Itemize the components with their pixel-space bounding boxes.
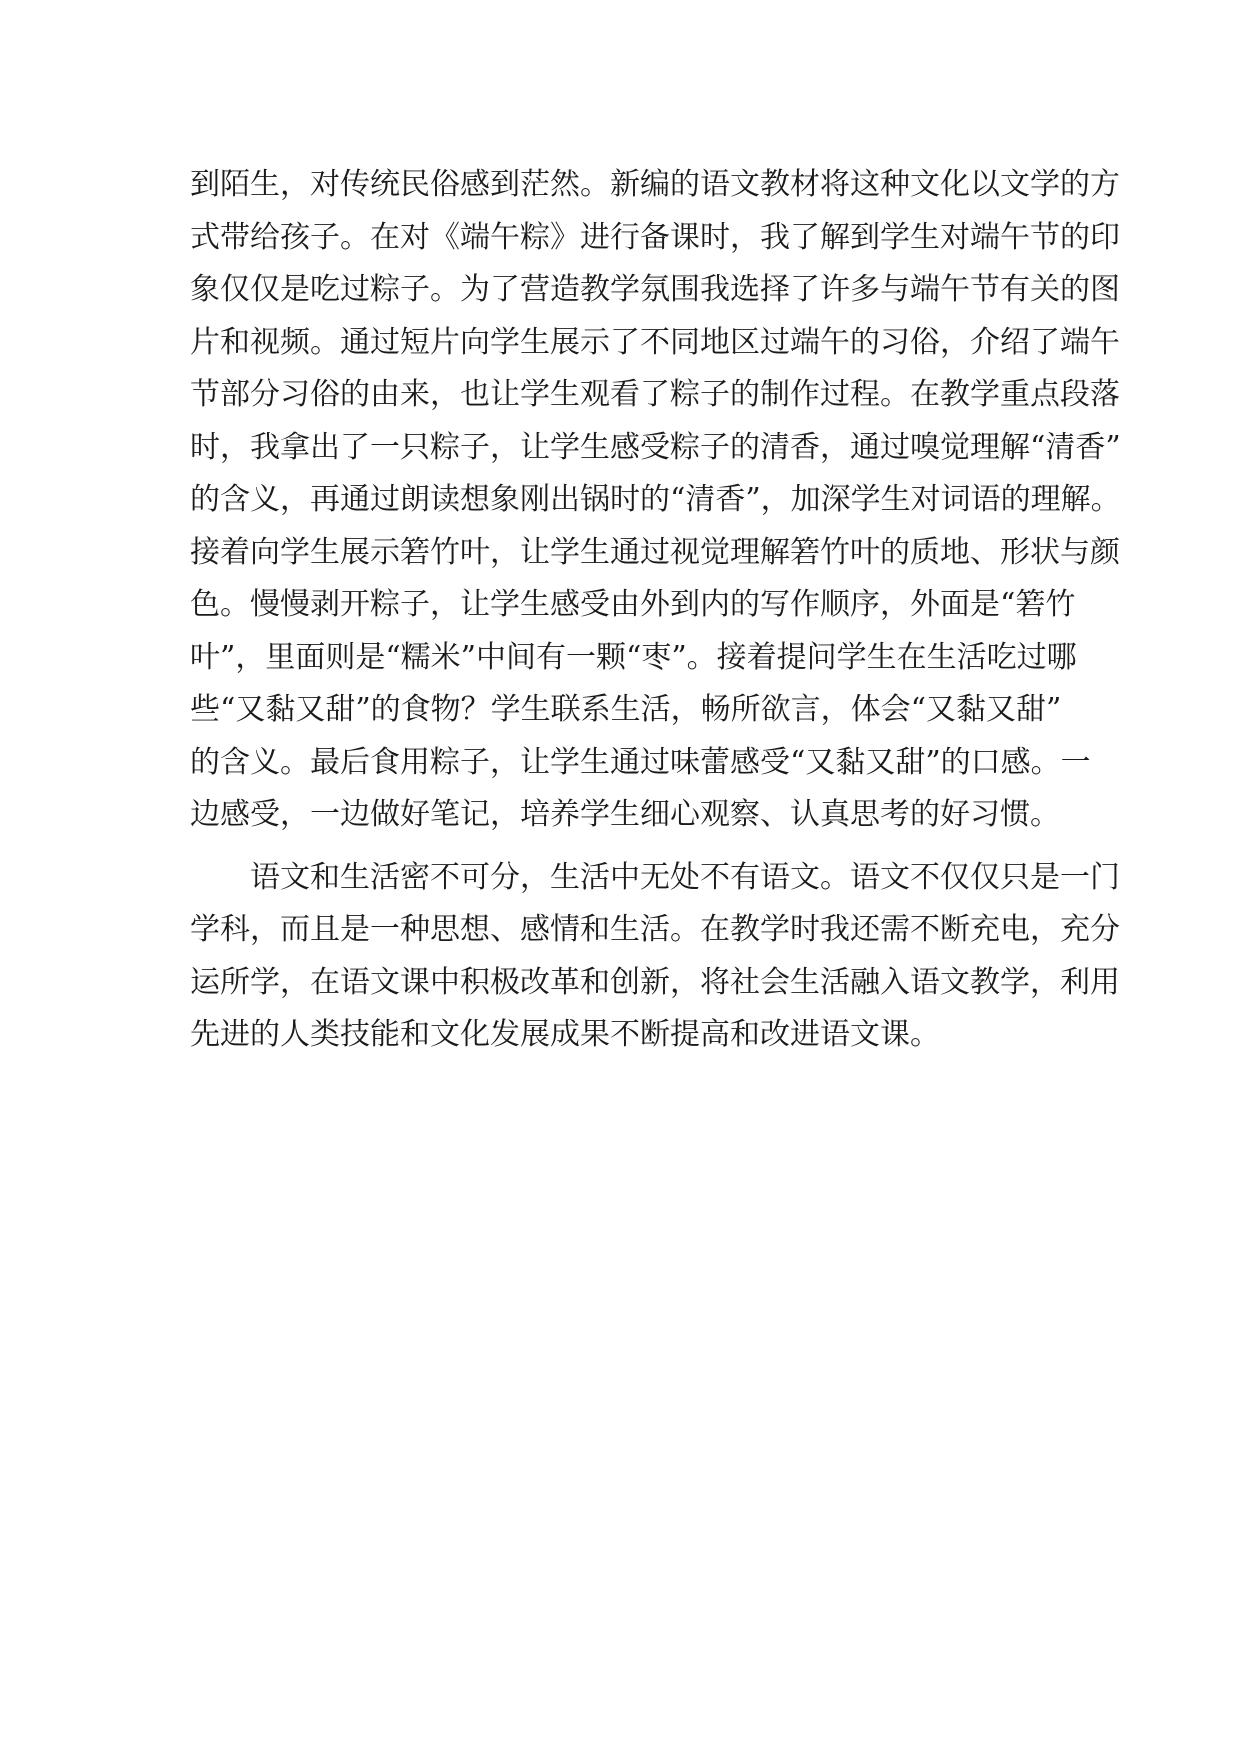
text-line: 些“又黏又甜”的食物？学生联系生活，畅所欲言，体会“又黏又甜” (190, 692, 1062, 727)
text-line: 语文和生活密不可分，生活中无处不有语文。语文不仅仅只是一门 (250, 859, 1120, 895)
paragraph-spacer (190, 842, 1080, 852)
text-line: 到陌生，对传统民俗感到茫然。新编的语文教材将这种文化以文学的方 (190, 167, 1120, 202)
text-line: 时，我拿出了一只粽子，让学生感受粽子的清香，通过嗅觉理解“清香” (190, 429, 1121, 465)
text-line: 式带给孩子。在对《端午粽》进行备课时，我了解到学生对端午节的印 (190, 219, 1120, 255)
paragraph-1 (190, 159, 1121, 842)
text-line: 叶”，里面则是“糯米”中间有一颗“枣”。接着提问学生在生活吃过哪 (190, 639, 1077, 675)
text-line: 的含义，再通过朗读想象刚出锅时的“清香”，加深学生对词语的理解。 (190, 482, 1121, 517)
text-line: 运所学，在语文课中积极改革和创新，将社会生活融入语文教学，利用 (190, 964, 1120, 1000)
text-line: 片和视频。通过短片向学生展示了不同地区过端午的习俗，介绍了端午 (190, 324, 1120, 360)
text-line: 学科，而且是一种思想、感情和生活。在教学时我还需不断充电，充分 (190, 912, 1120, 947)
text-line: 色。慢慢剥开粽子，让学生感受由外到内的写作顺序，外面是“箬竹 (190, 587, 1076, 622)
paragraph-2 (190, 852, 1120, 1062)
document-body (190, 159, 1121, 1062)
text-line: 先进的人类技能和文化发展成果不断提高和改进语文课。 (190, 1017, 940, 1052)
text-line: 的含义。最后食用粽子，让学生通过味蕾感受“又黏又甜”的口感。一 (190, 744, 1091, 780)
text-line: 节部分习俗的由来，也让学生观看了粽子的制作过程。在教学重点段落 (190, 377, 1120, 412)
text-line: 边感受，一边做好笔记，培养学生细心观察、认真思考的好习惯。 (190, 797, 1060, 832)
text-line: 象仅仅是吃过粽子。为了营造教学氛围我选择了许多与端午节有关的图 (190, 272, 1120, 307)
text-line: 接着向学生展示箬竹叶，让学生通过视觉理解箬竹叶的质地、形状与颜 (190, 534, 1120, 570)
